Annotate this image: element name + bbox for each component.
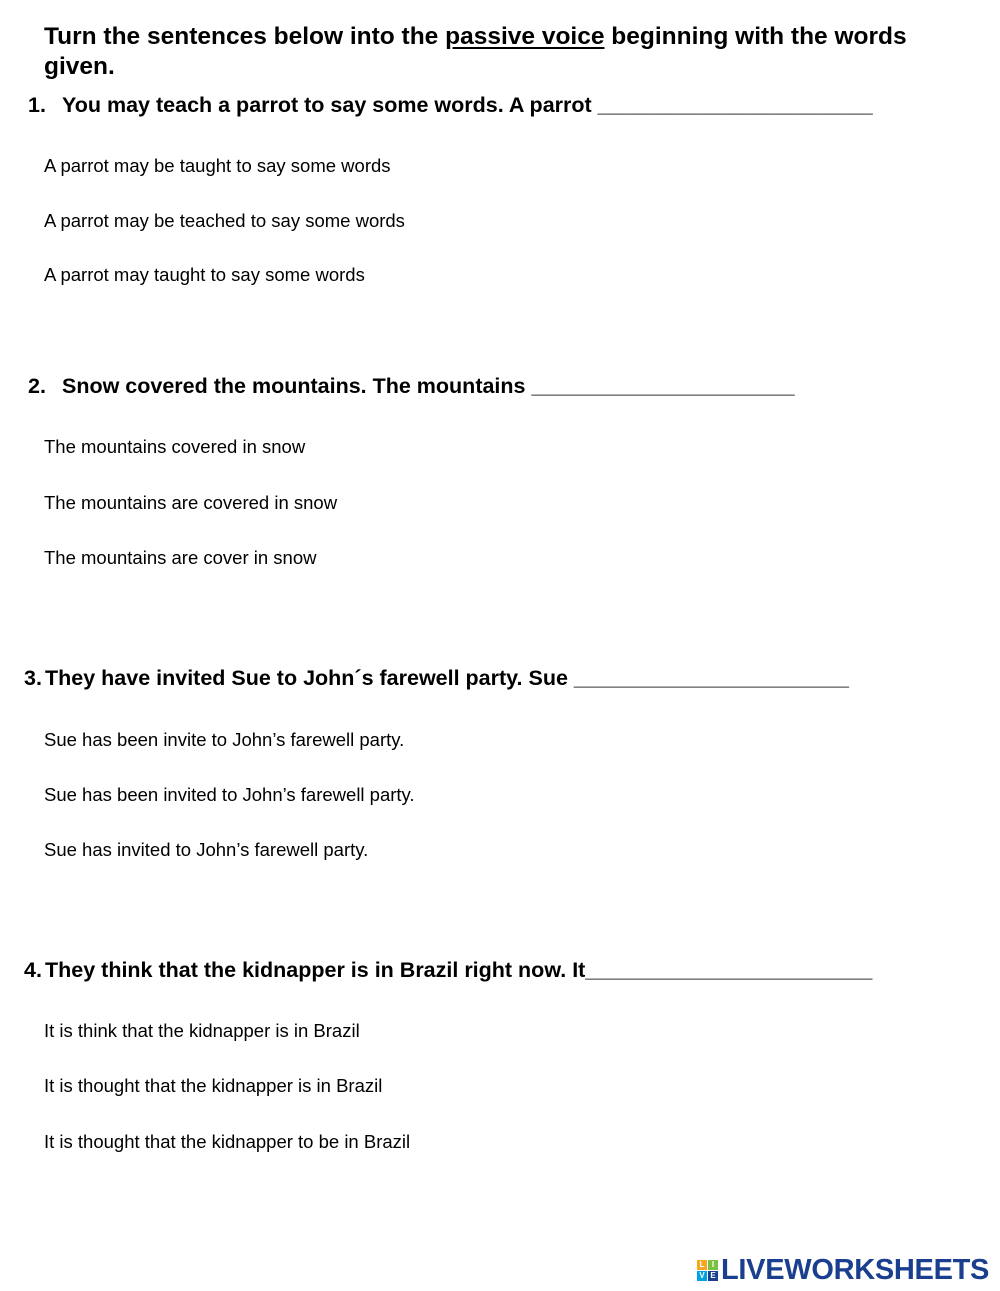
question-4-text: They think that the kidnapper is in Brazil right now. It	[45, 958, 586, 982]
liveworksheets-logo	[697, 1254, 989, 1286]
question-4-number: 4.	[24, 958, 42, 982]
question-4-option-b[interactable]: It is thought that the kidnapper is in Brazil	[44, 1075, 383, 1096]
question-2-option-c[interactable]: The mountains are cover in snow	[44, 547, 317, 568]
question-1-prompt	[28, 92, 873, 118]
instructions-text-1: Turn the sentences below into the	[44, 23, 446, 50]
question-2-blank: ______________________	[531, 374, 795, 398]
question-3-option-b[interactable]: Sue has been invited to John’s farewell party.	[44, 784, 415, 805]
question-3-prompt	[24, 665, 849, 691]
question-2-prompt	[28, 373, 795, 399]
question-1-number: 1.	[28, 93, 46, 117]
question-4-blank: ________________________	[585, 958, 873, 982]
question-1-option-c[interactable]: A parrot may taught to say some words	[44, 264, 365, 285]
question-2-option-b[interactable]: The mountains are covered in snow	[44, 492, 338, 513]
worksheet-instructions	[44, 22, 944, 82]
logo-mark-letter: E	[708, 1271, 718, 1281]
question-1-blank: _______________________	[597, 93, 873, 117]
liveworksheets-logo-text: LIVEWORKSHEETS	[721, 1253, 990, 1286]
question-4-option-c[interactable]: It is thought that the kidnapper to be in Brazil	[44, 1131, 411, 1152]
logo-mark-letter: I	[708, 1260, 718, 1270]
question-1-option-a[interactable]: A parrot may be taught to say some words	[44, 155, 391, 176]
question-3-option-c[interactable]: Sue has invited to John’s farewell party.	[44, 839, 369, 860]
question-3-number: 3.	[24, 666, 42, 690]
question-4-option-a[interactable]: It is think that the kidnapper is in Brazil	[44, 1020, 360, 1041]
question-2-text: Snow covered the mountains. The mountains	[62, 374, 532, 398]
logo-mark-letter: V	[697, 1271, 707, 1281]
question-2-option-a[interactable]: The mountains covered in snow	[44, 436, 306, 457]
question-3-option-a[interactable]: Sue has been invite to John’s farewell party.	[44, 729, 405, 750]
question-1-text: You may teach a parrot to say some words. A parrot	[62, 93, 598, 117]
question-3-blank: _______________________	[573, 666, 849, 690]
question-2-number: 2.	[28, 374, 46, 398]
question-4-prompt	[24, 957, 872, 983]
liveworksheets-logo-icon	[697, 1260, 718, 1281]
instructions-underlined-term: passive voice	[445, 23, 605, 50]
question-3-text: They have invited Sue to John´s farewell party. Sue	[45, 666, 574, 690]
logo-mark-letter: L	[697, 1260, 707, 1270]
question-1-option-b[interactable]: A parrot may be teached to say some words	[44, 210, 405, 231]
instructions-text-2: beginning with the words given.	[44, 23, 907, 80]
